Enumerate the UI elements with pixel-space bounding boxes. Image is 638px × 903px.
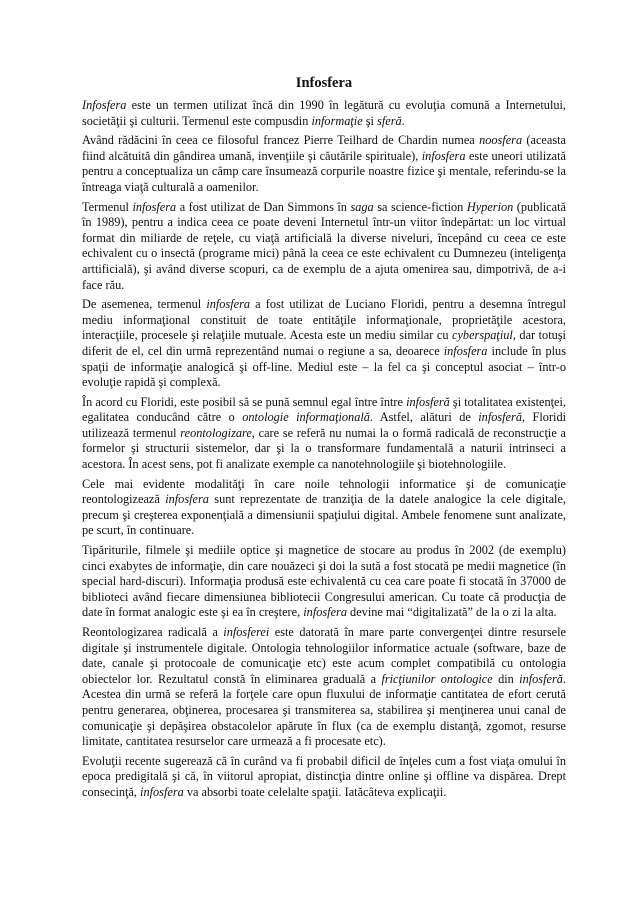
italic-term: saga — [350, 199, 374, 214]
italic-term: fricţiunilor ontologice — [381, 671, 493, 686]
italic-term: Infosfera — [82, 98, 127, 112]
text-run: , dar totuşi diferit de el, cel din urmă reprezentând numai o regiune a sa, deoarece — [82, 328, 566, 358]
italic-term: reontologizare — [180, 425, 252, 440]
italic-term: infosferă — [519, 671, 563, 686]
paragraph — [82, 395, 566, 473]
text-run: şi — [362, 113, 378, 128]
italic-term: infosfera — [165, 492, 209, 507]
paragraph — [82, 297, 566, 391]
italic-term: informaţie — [311, 113, 363, 128]
italic-term: cyberspaţiul — [452, 328, 513, 343]
text-run: Cele mai evidente modalităţi în care noile tehnologii informatice şi de comunicaţie reontologizează — [82, 476, 566, 507]
text-run: este datorată în mare parte convergenţei dintre resursele digitale şi instrumentele digitale. Ontologia tehnologiilor informatice actuale (software, baze de date, canale şi protocoale de comunicaţie etc) este acum complet compatibilă cu ontologia obiectelor lor. Rezultatul constă în eliminarea graduală a — [82, 625, 566, 686]
text-run: (publicată în 1989), pentru a indica ceea ce poate deveni Internetul într-un viitor îndepărtat: un loc virtual format din miliarde de reţele, cu viaţă artificială la diverse niveluri, începând cu ceea ce este echivalent cu o insectă (programe mici) până la ceea ce este echivalent cu Dumnezeu (inteligenţa arttificială), şi având diverse scopuri, ca de exemplu de a ajuta omenirea sau, dimpotrivă, de a-i face rău. — [82, 199, 566, 292]
paragraph — [82, 200, 566, 294]
text-run: . — [401, 113, 405, 128]
text-run: Având rădăcini în ceea ce filosoful francez Pierre Teilhard de Chardin numea — [82, 133, 480, 148]
text-run: sa science-fiction — [373, 199, 467, 214]
document-title: Infosfera — [295, 75, 353, 91]
text-run: din — [492, 671, 520, 686]
italic-term: infosfera — [140, 784, 184, 799]
paragraph — [82, 477, 566, 539]
italic-term: ontologie informaţională — [242, 410, 370, 425]
paragraph — [82, 133, 566, 195]
text-run: În acord cu Floridi, este posibil să se pună semnul egal între între — [82, 394, 407, 409]
italic-term: noosfera — [479, 133, 523, 148]
italic-term: Hyperion — [466, 199, 514, 214]
text-run: va absorbi toate celelalte spaţii. Iatăcâteva explicaţii. — [183, 784, 447, 799]
text-run: Tipăriturile, filmele şi mediile optice şi magnetice de stocare au produs în 2002 (de exemplu) cinci exabytes de informaţie, din care nouăzeci şi doi la sută a fost stocată pe medii magnetice (în special hard-discuri). Informaţia produsă este echivalentă cu cea care poate fi stocată în 37000 de biblioteci având fiecare dimensiunea bibliotecii Congresului american. Cu toate că producţia de date în format analogic este şi ea în creştere, — [82, 543, 566, 620]
text-run: Reontologizarea radicală a — [82, 625, 224, 639]
paragraph — [82, 543, 566, 621]
italic-term: infosfera — [132, 199, 177, 214]
paragraph — [82, 625, 566, 750]
text-run: include în plus spaţii de informaţie analogică şi off-line. Mediul este – la fel ca şi conceptul asociat – într-o evoluţie rapidă şi complexă. — [82, 343, 566, 390]
italic-term: infosfera — [303, 605, 347, 620]
paragraph — [82, 754, 566, 801]
paragraph — [82, 98, 566, 129]
text-run: . Acestea din urmă se referă la forţele care opun fluxului de informaţie cantitatea de efort cerută pentru generarea, obţinerea, procesarea şi transmiterea sa, stabilirea şi menţinerea unui canal de comunicaţie şi depăşirea obstacolelor apărute în flux (ca de exemplu distanţă, zgomot, resurse limitate, cantitatea resurselor care urmează a fi procesate etc). — [82, 671, 566, 749]
text-run: este un termen utilizat încă din 1990 în legătură cu evoluţia comună a Internetului, societăţii şi culturii. Termenul este compusdin — [82, 98, 566, 128]
italic-term: infosferei — [223, 625, 270, 639]
text-run: devine mai “digitalizată” de la o zi la alta. — [346, 605, 557, 620]
text-run: sunt reprezentate de tranziţia de la datele analogice la cele digitale, precum şi creşterea exponenţială a dimensiunii spaţiului digital. Ambele fenomene sunt analizate, pe scurt, în continuare. — [82, 492, 566, 538]
text-run: Termenul — [82, 199, 133, 214]
text-run: a fost utilizat de Luciano Floridi, pentru a desemna întregul mediu informaţional constituit de toate entităţile informaţionale, proprietăţile acestora, interacţiile, procesele şi relaţiile mutuale. Acesta este un mediu similar cu — [82, 297, 566, 343]
italic-term: infosferă — [478, 410, 522, 425]
italic-term: infosferă — [406, 394, 450, 409]
text-run: şi totalitatea existenţei, egalitatea conducând către o — [82, 394, 566, 425]
text-run: a fost utilizat de Dan Simmons în — [176, 199, 351, 214]
text-run: . Astfel, alături de — [369, 410, 479, 425]
text-run: (aceasta fiind alcătuită din gândirea umană, invenţiile şi căutările spirituale), — [82, 133, 566, 163]
document-body — [82, 98, 566, 801]
italic-term: infosfera — [443, 343, 488, 358]
text-run: Evoluţii recente sugerează că în curând va fi probabil dificil de înţeles cum a fost viaţa omului în epoca predigitală şi că, în viitorul apropiat, distincţia dintre online şi offline va dispărea. Drept consecinţă, — [82, 753, 566, 799]
text-run: De asemenea, termenul — [82, 297, 207, 312]
text-run: , Floridi utilizează termenul — [82, 410, 567, 440]
text-run: este uneori utilizată pentru a conceptualiza un câmp care însumează corpurile noastre fizice şi mentale, referindu-se la întreaga viaţă culturală a oamenilor. — [82, 148, 566, 194]
italic-term: sferă — [377, 113, 402, 128]
italic-term: infosfera — [206, 297, 251, 312]
italic-term: infosfera — [421, 148, 466, 163]
text-run: , care se referă nu numai la o formă radicală de reconstrucţie a formelor şi structurii sistemelor, dar şi la o transformare fundamentală a naturii intrinseci a acestora. În acest sens, pot fi analizate exemple ca nanotehnologiile şi biotehnologiile. — [82, 425, 566, 472]
